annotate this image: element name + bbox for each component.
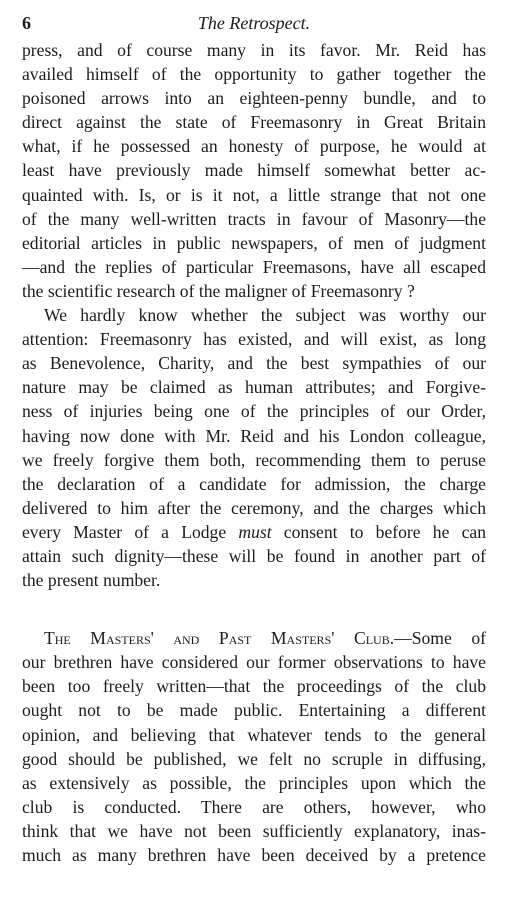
text-line: think that we have not been sufficiently explanatory, inas- <box>22 820 486 841</box>
paragraph-forgiveness <box>22 303 486 592</box>
text-line: quainted with. Is, or is it not, a little strange that not one <box>22 184 486 205</box>
emphasized-word: must <box>238 521 272 542</box>
text-line: delivered to him after the ceremony, and the charges which <box>22 497 486 518</box>
text-line-with-emphasis <box>22 520 486 544</box>
text-line: of the many well-written tracts in favour of Masonry—the <box>22 208 486 229</box>
text-line: the present number. <box>22 570 161 591</box>
text-line: as extensively as possible, the principles upon which the <box>22 772 486 793</box>
text-line: good should be published, we felt no scruple in diffusing, <box>22 748 486 769</box>
paragraph-masters-club <box>22 626 486 867</box>
text-line: least have previously made himself somewhat better ac- <box>22 160 486 181</box>
text-line: press, and of course many in its favor. Mr. Reid has <box>22 40 486 60</box>
text-line: ought not to be made public. Entertaining a different <box>22 700 486 721</box>
book-page <box>22 8 486 867</box>
text-line: availed himself of the opportunity to gather together the <box>22 64 486 85</box>
text-line: we freely forgive them both, recommending them to peruse <box>22 449 486 470</box>
text-line: We hardly know whether the subject was worthy our <box>44 305 486 326</box>
text-line: what, if he possessed an honesty of purpose, he would at <box>22 136 486 157</box>
running-head <box>22 8 486 38</box>
text-line: attain such dignity—these will be found in another part of <box>22 545 486 566</box>
text-segment: every Master of a Lodge <box>22 521 239 542</box>
paragraph-reid-criticism <box>22 38 486 303</box>
text-line: poisoned arrows into an eighteen-penny bundle, and to <box>22 88 486 109</box>
section-first-line <box>22 626 486 650</box>
page-number: 6 <box>22 13 31 33</box>
section-gap <box>22 592 486 626</box>
running-title: The Retrospect. <box>197 13 311 33</box>
body-text <box>22 38 486 867</box>
text-line: editorial articles in public newspapers, of men of judgment <box>22 232 486 253</box>
text-segment: —Some of <box>394 628 486 649</box>
text-line: the scientific research of the maligner of Freemasonry ? <box>22 280 415 301</box>
text-line: ness of injuries being one of the principles of our Order, <box>22 401 486 422</box>
text-line: attention: Freemasonry has existed, and will exist, as long <box>22 329 486 350</box>
text-line: opinion, and believing that whatever tends to the general <box>22 724 486 745</box>
text-line: as Benevolence, Charity, and the best sympathies of our <box>22 353 486 374</box>
text-segment: consent to before he can <box>271 521 486 542</box>
text-line: been too freely written—that the proceedings of the club <box>22 676 486 697</box>
text-line: —and the replies of particular Freemasons, have all escaped <box>22 256 486 277</box>
text-line: club is conducted. There are others, however, who <box>22 796 486 817</box>
text-line: nature may be claimed as human attributes; and Forgive- <box>22 377 486 398</box>
text-line: our brethren have considered our former observations to have <box>22 652 486 673</box>
section-heading: The Masters' and Past Masters' Club. <box>44 628 395 649</box>
text-line: direct against the state of Freemasonry in Great Britain <box>22 112 486 133</box>
text-line: much as many brethren have been deceived by a pretence <box>22 845 486 865</box>
text-line: having now done with Mr. Reid and his London colleague, <box>22 425 486 446</box>
text-line: the declaration of a candidate for admission, the charge <box>22 473 486 494</box>
